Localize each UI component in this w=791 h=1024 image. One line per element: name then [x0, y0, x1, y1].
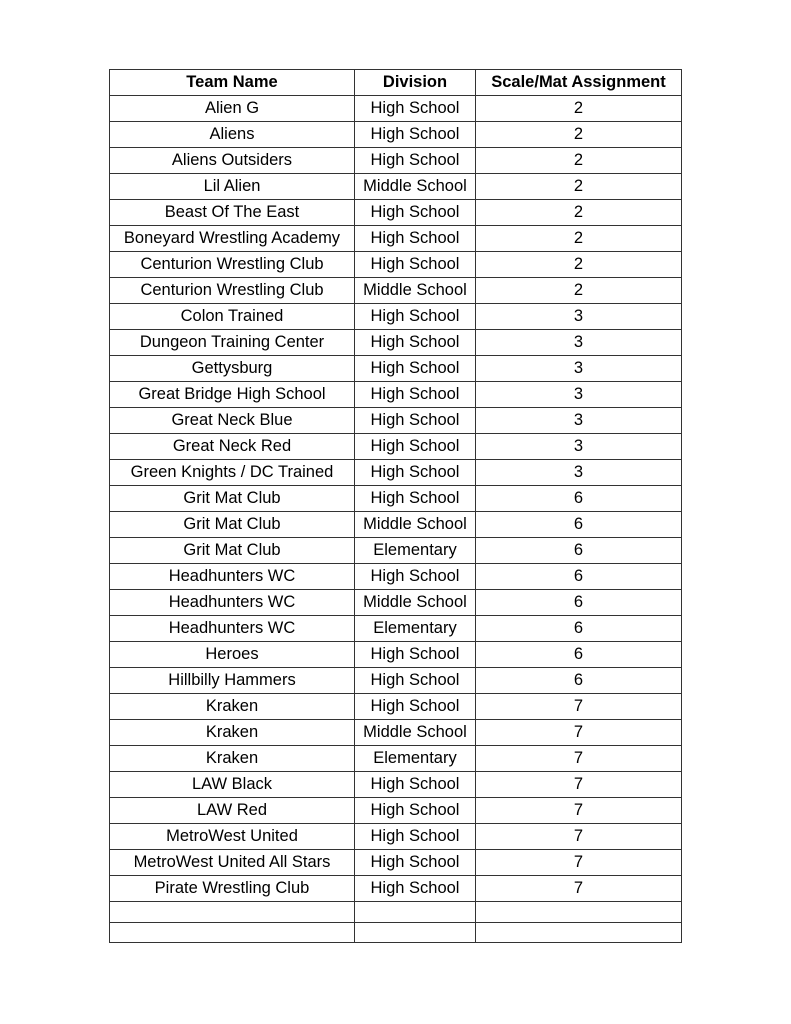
mat-assignment-cell: 2 — [476, 122, 682, 148]
table-row — [110, 850, 682, 876]
division-cell: High School — [355, 772, 476, 798]
empty-cell — [110, 902, 355, 923]
table-row — [110, 382, 682, 408]
table-row — [110, 564, 682, 590]
empty-cell — [355, 902, 476, 923]
table-row — [110, 200, 682, 226]
division-cell: High School — [355, 200, 476, 226]
mat-assignment-cell: 6 — [476, 564, 682, 590]
table-row — [110, 408, 682, 434]
division-cell: High School — [355, 96, 476, 122]
division-cell: High School — [355, 148, 476, 174]
division-cell: Elementary — [355, 616, 476, 642]
empty-cell — [110, 922, 355, 943]
team-name-cell: Aliens Outsiders — [110, 148, 355, 174]
mat-assignment-cell: 7 — [476, 694, 682, 720]
division-cell: High School — [355, 356, 476, 382]
table-row — [110, 174, 682, 200]
mat-assignment-cell: 2 — [476, 226, 682, 252]
division-cell: High School — [355, 824, 476, 850]
division-cell: Middle School — [355, 278, 476, 304]
team-name-cell: Grit Mat Club — [110, 538, 355, 564]
header-row — [110, 70, 682, 96]
division-cell: High School — [355, 460, 476, 486]
division-cell: High School — [355, 122, 476, 148]
team-name-cell: Dungeon Training Center — [110, 330, 355, 356]
mat-assignment-cell: 3 — [476, 330, 682, 356]
team-name-cell: Beast Of The East — [110, 200, 355, 226]
division-cell: Elementary — [355, 538, 476, 564]
division-cell: High School — [355, 850, 476, 876]
team-assignment-table — [109, 69, 682, 943]
division-cell: High School — [355, 252, 476, 278]
table-row — [110, 772, 682, 798]
mat-assignment-cell: 7 — [476, 798, 682, 824]
team-name-cell: Great Bridge High School — [110, 382, 355, 408]
mat-assignment-cell: 2 — [476, 200, 682, 226]
mat-assignment-cell: 3 — [476, 434, 682, 460]
table-row — [110, 668, 682, 694]
team-name-cell: Pirate Wrestling Club — [110, 876, 355, 902]
mat-assignment-cell: 6 — [476, 512, 682, 538]
mat-assignment-cell: 7 — [476, 824, 682, 850]
mat-assignment-cell: 7 — [476, 720, 682, 746]
division-cell: High School — [355, 876, 476, 902]
team-name-cell: Headhunters WC — [110, 590, 355, 616]
team-name-cell: Alien G — [110, 96, 355, 122]
division-cell: High School — [355, 408, 476, 434]
team-name-cell: Aliens — [110, 122, 355, 148]
mat-assignment-cell: 7 — [476, 876, 682, 902]
empty-row — [110, 902, 682, 923]
table-row — [110, 694, 682, 720]
empty-cell — [476, 922, 682, 943]
mat-assignment-cell: 3 — [476, 304, 682, 330]
table-row — [110, 824, 682, 850]
team-name-cell: Headhunters WC — [110, 616, 355, 642]
division-cell: High School — [355, 382, 476, 408]
division-cell: Middle School — [355, 512, 476, 538]
team-name-cell: Great Neck Red — [110, 434, 355, 460]
mat-assignment-cell: 6 — [476, 616, 682, 642]
table-row — [110, 148, 682, 174]
header-division: Division — [355, 70, 476, 96]
team-name-cell: Kraken — [110, 746, 355, 772]
table-row — [110, 252, 682, 278]
division-cell: High School — [355, 434, 476, 460]
table-row — [110, 304, 682, 330]
team-name-cell: Kraken — [110, 694, 355, 720]
team-name-cell: Gettysburg — [110, 356, 355, 382]
division-cell: High School — [355, 668, 476, 694]
empty-row — [110, 922, 682, 943]
team-name-cell: LAW Red — [110, 798, 355, 824]
team-name-cell: Grit Mat Club — [110, 486, 355, 512]
division-cell: High School — [355, 304, 476, 330]
mat-assignment-cell: 6 — [476, 486, 682, 512]
table-row — [110, 590, 682, 616]
division-cell: High School — [355, 798, 476, 824]
team-name-cell: Kraken — [110, 720, 355, 746]
division-cell: High School — [355, 564, 476, 590]
division-cell: High School — [355, 330, 476, 356]
team-name-cell: Great Neck Blue — [110, 408, 355, 434]
empty-cell — [476, 902, 682, 923]
division-cell: Middle School — [355, 590, 476, 616]
mat-assignment-cell: 6 — [476, 590, 682, 616]
table-row — [110, 434, 682, 460]
mat-assignment-cell: 3 — [476, 382, 682, 408]
mat-assignment-cell: 2 — [476, 148, 682, 174]
header-scale-mat: Scale/Mat Assignment — [476, 70, 682, 96]
table-row — [110, 278, 682, 304]
table-row — [110, 746, 682, 772]
team-name-cell: Green Knights / DC Trained — [110, 460, 355, 486]
team-name-cell: MetroWest United — [110, 824, 355, 850]
team-name-cell: MetroWest United All Stars — [110, 850, 355, 876]
table-row — [110, 96, 682, 122]
team-name-cell: Heroes — [110, 642, 355, 668]
table-row — [110, 330, 682, 356]
mat-assignment-cell: 7 — [476, 746, 682, 772]
mat-assignment-cell: 3 — [476, 356, 682, 382]
mat-assignment-cell: 6 — [476, 668, 682, 694]
division-cell: High School — [355, 226, 476, 252]
team-name-cell: Boneyard Wrestling Academy — [110, 226, 355, 252]
mat-assignment-cell: 3 — [476, 408, 682, 434]
division-cell: Elementary — [355, 746, 476, 772]
mat-assignment-cell: 2 — [476, 174, 682, 200]
team-name-cell: Centurion Wrestling Club — [110, 252, 355, 278]
mat-assignment-cell: 2 — [476, 278, 682, 304]
mat-assignment-cell: 2 — [476, 252, 682, 278]
division-cell: Middle School — [355, 174, 476, 200]
team-name-cell: Headhunters WC — [110, 564, 355, 590]
mat-assignment-cell: 7 — [476, 772, 682, 798]
team-name-cell: Centurion Wrestling Club — [110, 278, 355, 304]
division-cell: High School — [355, 642, 476, 668]
team-name-cell: LAW Black — [110, 772, 355, 798]
table-row — [110, 642, 682, 668]
table-row — [110, 512, 682, 538]
mat-assignment-cell: 7 — [476, 850, 682, 876]
table-row — [110, 460, 682, 486]
team-name-cell: Hillbilly Hammers — [110, 668, 355, 694]
table-row — [110, 538, 682, 564]
mat-assignment-cell: 2 — [476, 96, 682, 122]
header-team-name: Team Name — [110, 70, 355, 96]
division-cell: High School — [355, 486, 476, 512]
table-row — [110, 720, 682, 746]
team-name-cell: Lil Alien — [110, 174, 355, 200]
team-name-cell: Grit Mat Club — [110, 512, 355, 538]
table-row — [110, 486, 682, 512]
table-row — [110, 798, 682, 824]
team-name-cell: Colon Trained — [110, 304, 355, 330]
mat-assignment-cell: 6 — [476, 538, 682, 564]
empty-cell — [355, 922, 476, 943]
division-cell: High School — [355, 694, 476, 720]
mat-assignment-cell: 6 — [476, 642, 682, 668]
table-row — [110, 616, 682, 642]
table-row — [110, 876, 682, 902]
mat-assignment-cell: 3 — [476, 460, 682, 486]
table-row — [110, 356, 682, 382]
table-row — [110, 122, 682, 148]
division-cell: Middle School — [355, 720, 476, 746]
table-row — [110, 226, 682, 252]
